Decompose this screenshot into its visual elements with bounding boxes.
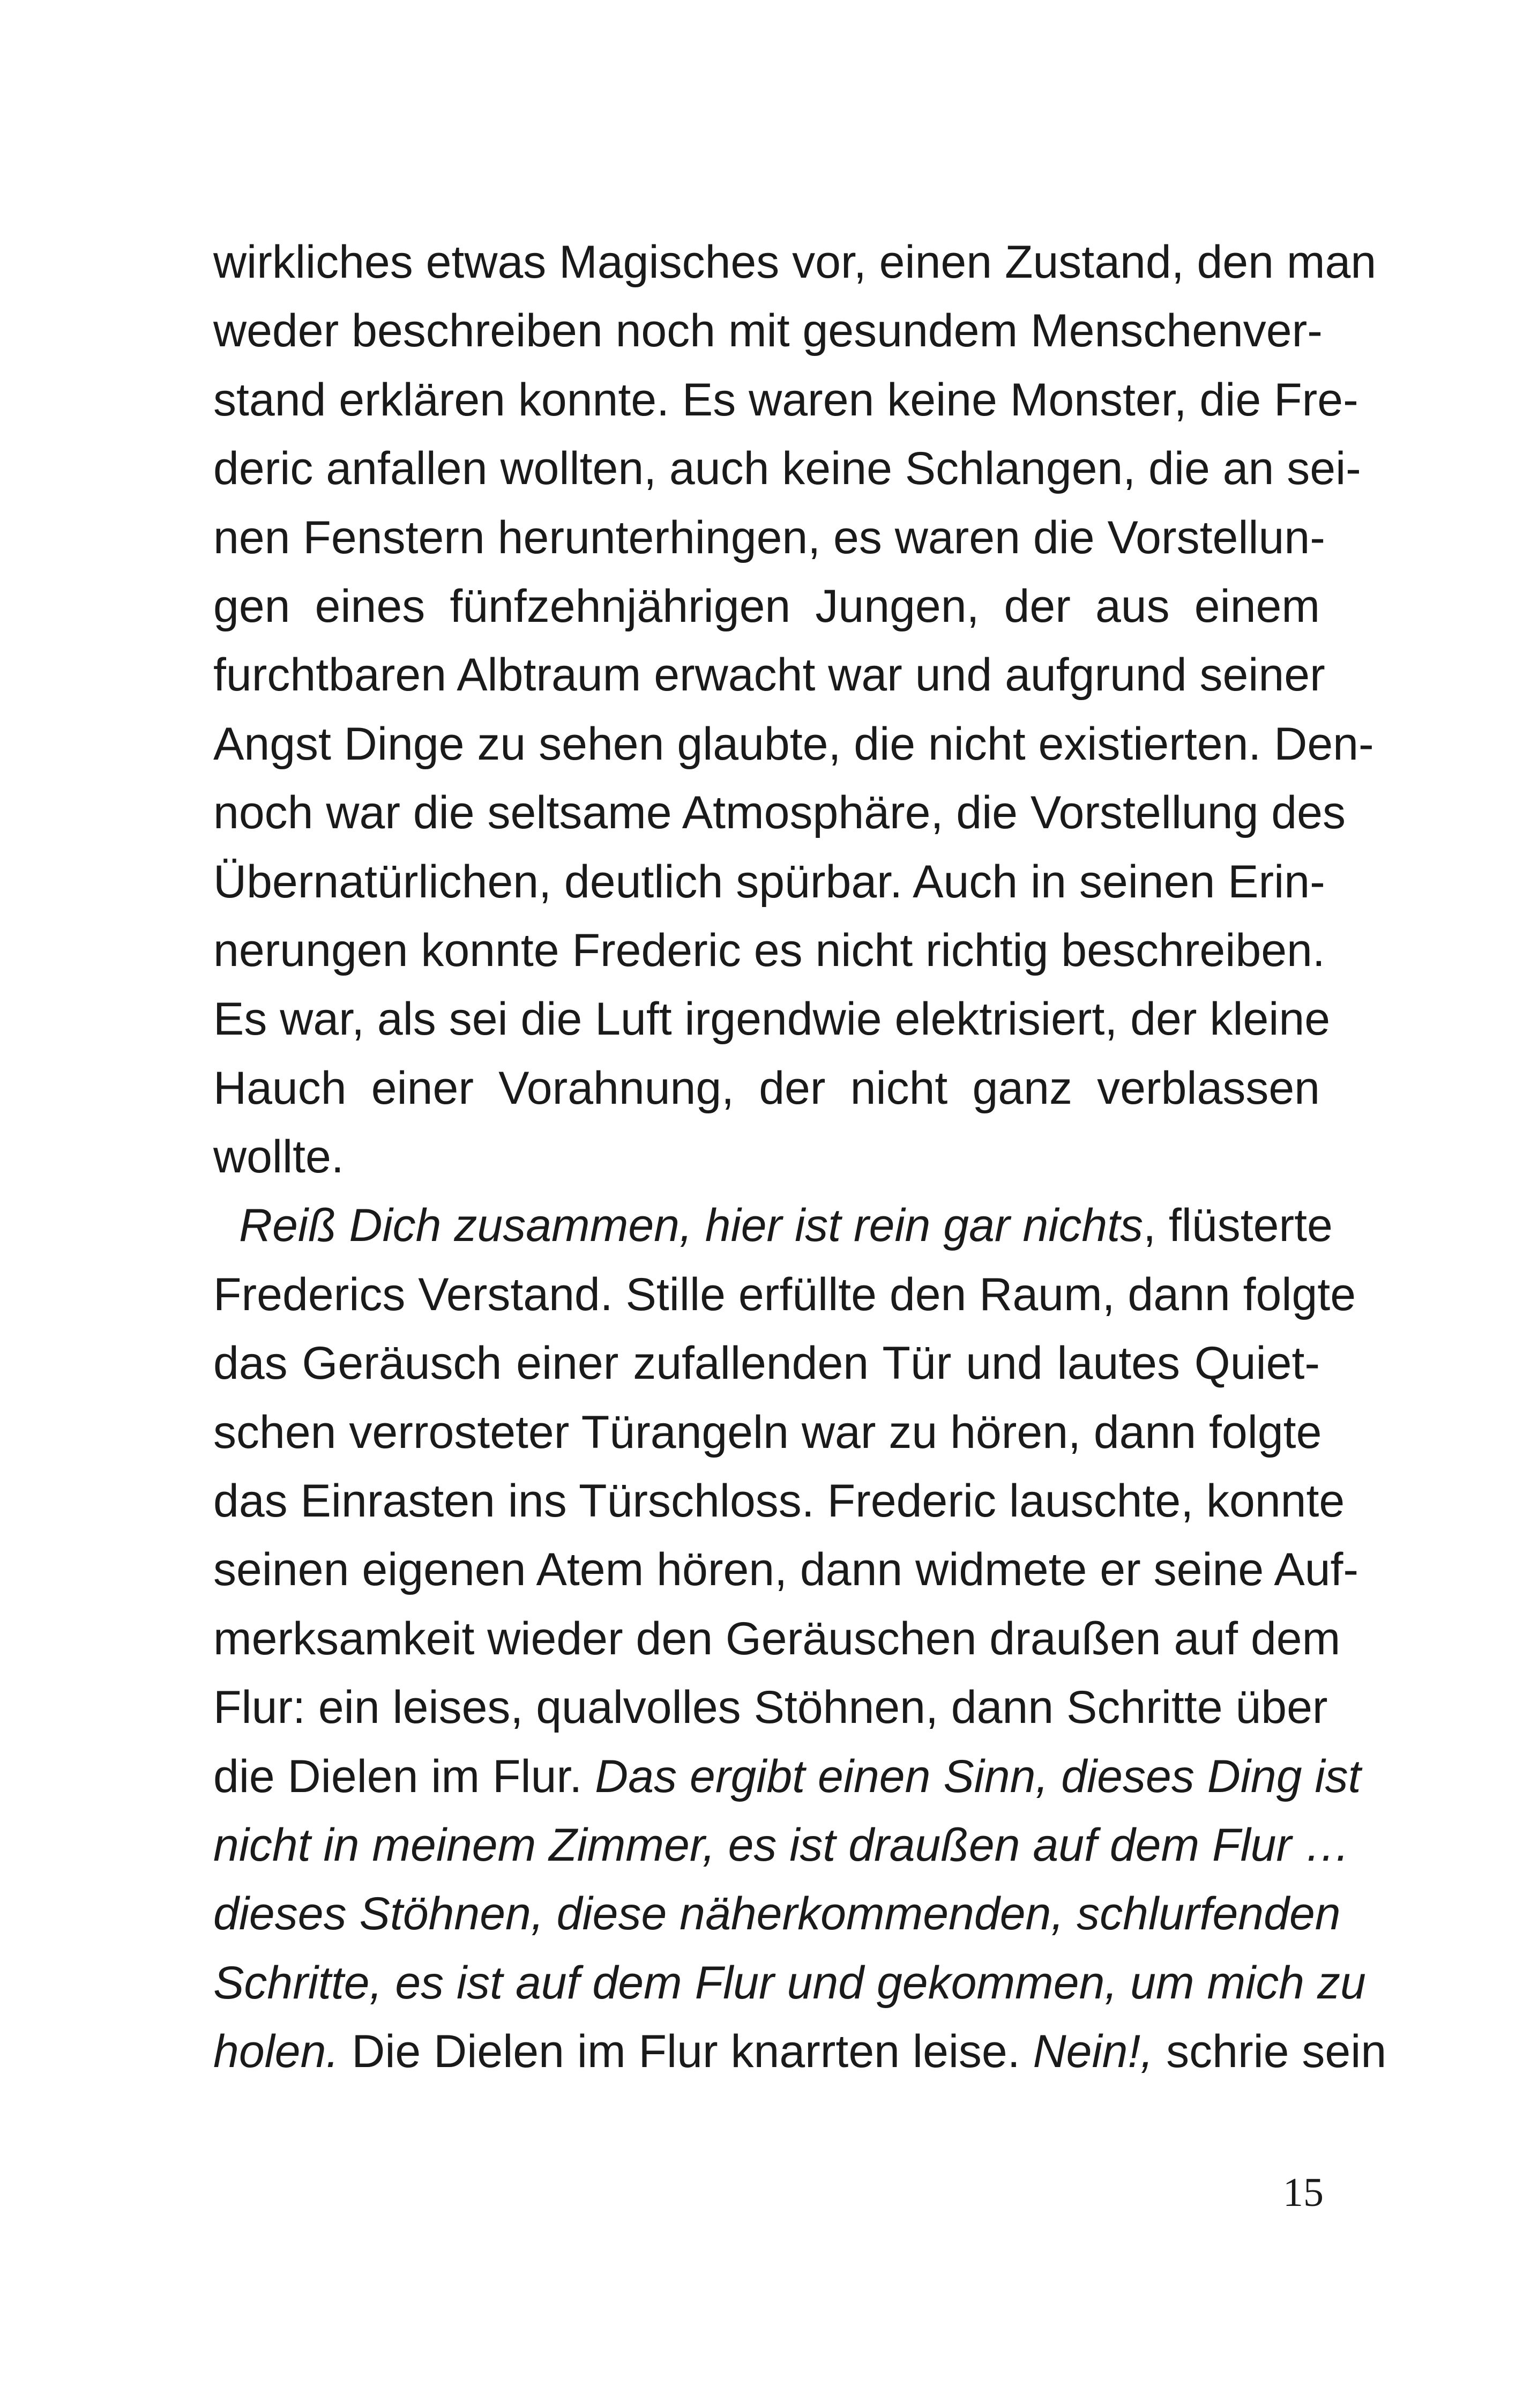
text-run: , flüsterte [1143, 1200, 1333, 1252]
page-number: 15 [1283, 2170, 1324, 2215]
text-line [213, 1260, 1356, 1329]
text-line [213, 1398, 1320, 1467]
italic-run: dieses Stöhnen, diese näherkommenden, schlurfenden [213, 1888, 1341, 1940]
italic-run: Schritte, es ist auf dem Flur und gekommen, um mich zu [213, 1957, 1366, 2009]
text-run: furchtbaren Albtraum erwacht war und aufgrund seiner [213, 649, 1325, 701]
italic-run: Das ergibt einen Sinn, dieses Ding ist [595, 1750, 1361, 1802]
text-line [213, 1604, 1341, 1673]
text-run: das Einrasten ins Türschloss. Frederic lauschte, konnte [213, 1475, 1345, 1527]
text-run: schen verrosteter Türangeln war zu hören, dann folgte [213, 1406, 1322, 1458]
body-text [213, 228, 1387, 2086]
text-run: das Geräusch einer zufallenden Tür und lautes Quiet- [213, 1337, 1320, 1389]
text-line [213, 1191, 1333, 1260]
text-run: nerungen konnte Frederic es nicht richtig beschreiben. [213, 924, 1325, 976]
text-line [213, 2017, 1387, 2086]
text-run: Die Dielen im Flur knarrten leise. [339, 2026, 1033, 2078]
text-run: Übernatürlichen, deutlich spürbar. Auch in seinen Erin- [213, 856, 1325, 908]
text-line [213, 1054, 1320, 1123]
text-line [213, 572, 1320, 641]
text-line [213, 916, 1325, 985]
text-run: Frederics Verstand. Stille erfüllte den Raum, dann folgte [213, 1268, 1356, 1320]
text-line [213, 296, 1323, 365]
text-line [213, 1535, 1359, 1604]
text-run: Flur: ein leises, qualvolles Stöhnen, dann Schritte über [213, 1682, 1328, 1734]
text-line [213, 1673, 1328, 1742]
text-line [213, 985, 1331, 1053]
text-line [213, 641, 1325, 709]
text-run: schrie sein [1153, 2026, 1387, 2078]
text-line [213, 503, 1325, 572]
text-run: weder beschreiben noch mit gesundem Menschenver- [213, 305, 1323, 357]
text-run: noch war die seltsame Atmosphäre, die Vorstellung des [213, 787, 1346, 839]
text-line [213, 848, 1325, 916]
text-run: seinen eigenen Atem hören, dann widmete er seine Auf- [213, 1544, 1359, 1596]
text-line [213, 1811, 1351, 1879]
text-run: deric anfallen wollten, auch keine Schlangen, die an sei- [213, 443, 1361, 495]
text-run: Angst Dinge zu sehen glaubte, die nicht existierten. Den- [213, 718, 1374, 770]
italic-run: Nein!, [1033, 2026, 1154, 2078]
text-run: wirkliches etwas Magisches vor, einen Zustand, den man [213, 236, 1377, 288]
italic-run: Reiß Dich zusammen, hier ist rein gar nichts [239, 1200, 1144, 1252]
italic-run: holen. [213, 2026, 339, 2078]
text-run: die Dielen im Flur. [213, 1750, 595, 1802]
text-line [213, 1742, 1361, 1811]
italic-run: nicht in meinem Zimmer, es ist draußen auf dem Flur … [213, 1819, 1351, 1871]
text-line [213, 366, 1358, 434]
text-run: gen eines fünfzehnjährigen Jungen, der aus einem [213, 580, 1320, 632]
text-line [213, 1467, 1345, 1535]
text-run: merksamkeit wieder den Geräuschen draußen auf dem [213, 1612, 1341, 1664]
text-run: Es war, als sei die Luft irgendwie elektrisiert, der kleine [213, 993, 1331, 1045]
text-line [213, 778, 1346, 847]
text-line [213, 228, 1377, 296]
text-run: nen Fenstern herunterhingen, es waren die Vorstellun- [213, 511, 1325, 563]
text-run: Hauch einer Vorahnung, der nicht ganz verblassen [213, 1062, 1320, 1114]
text-line [213, 1123, 1320, 1191]
text-line [213, 1329, 1320, 1398]
text-run: wollte. [213, 1131, 344, 1183]
text-run: stand erklären konnte. Es waren keine Monster, die Fre- [213, 374, 1358, 426]
text-line [213, 1879, 1341, 1948]
text-line [213, 434, 1361, 503]
text-line [213, 710, 1374, 778]
text-line [213, 1949, 1366, 2017]
